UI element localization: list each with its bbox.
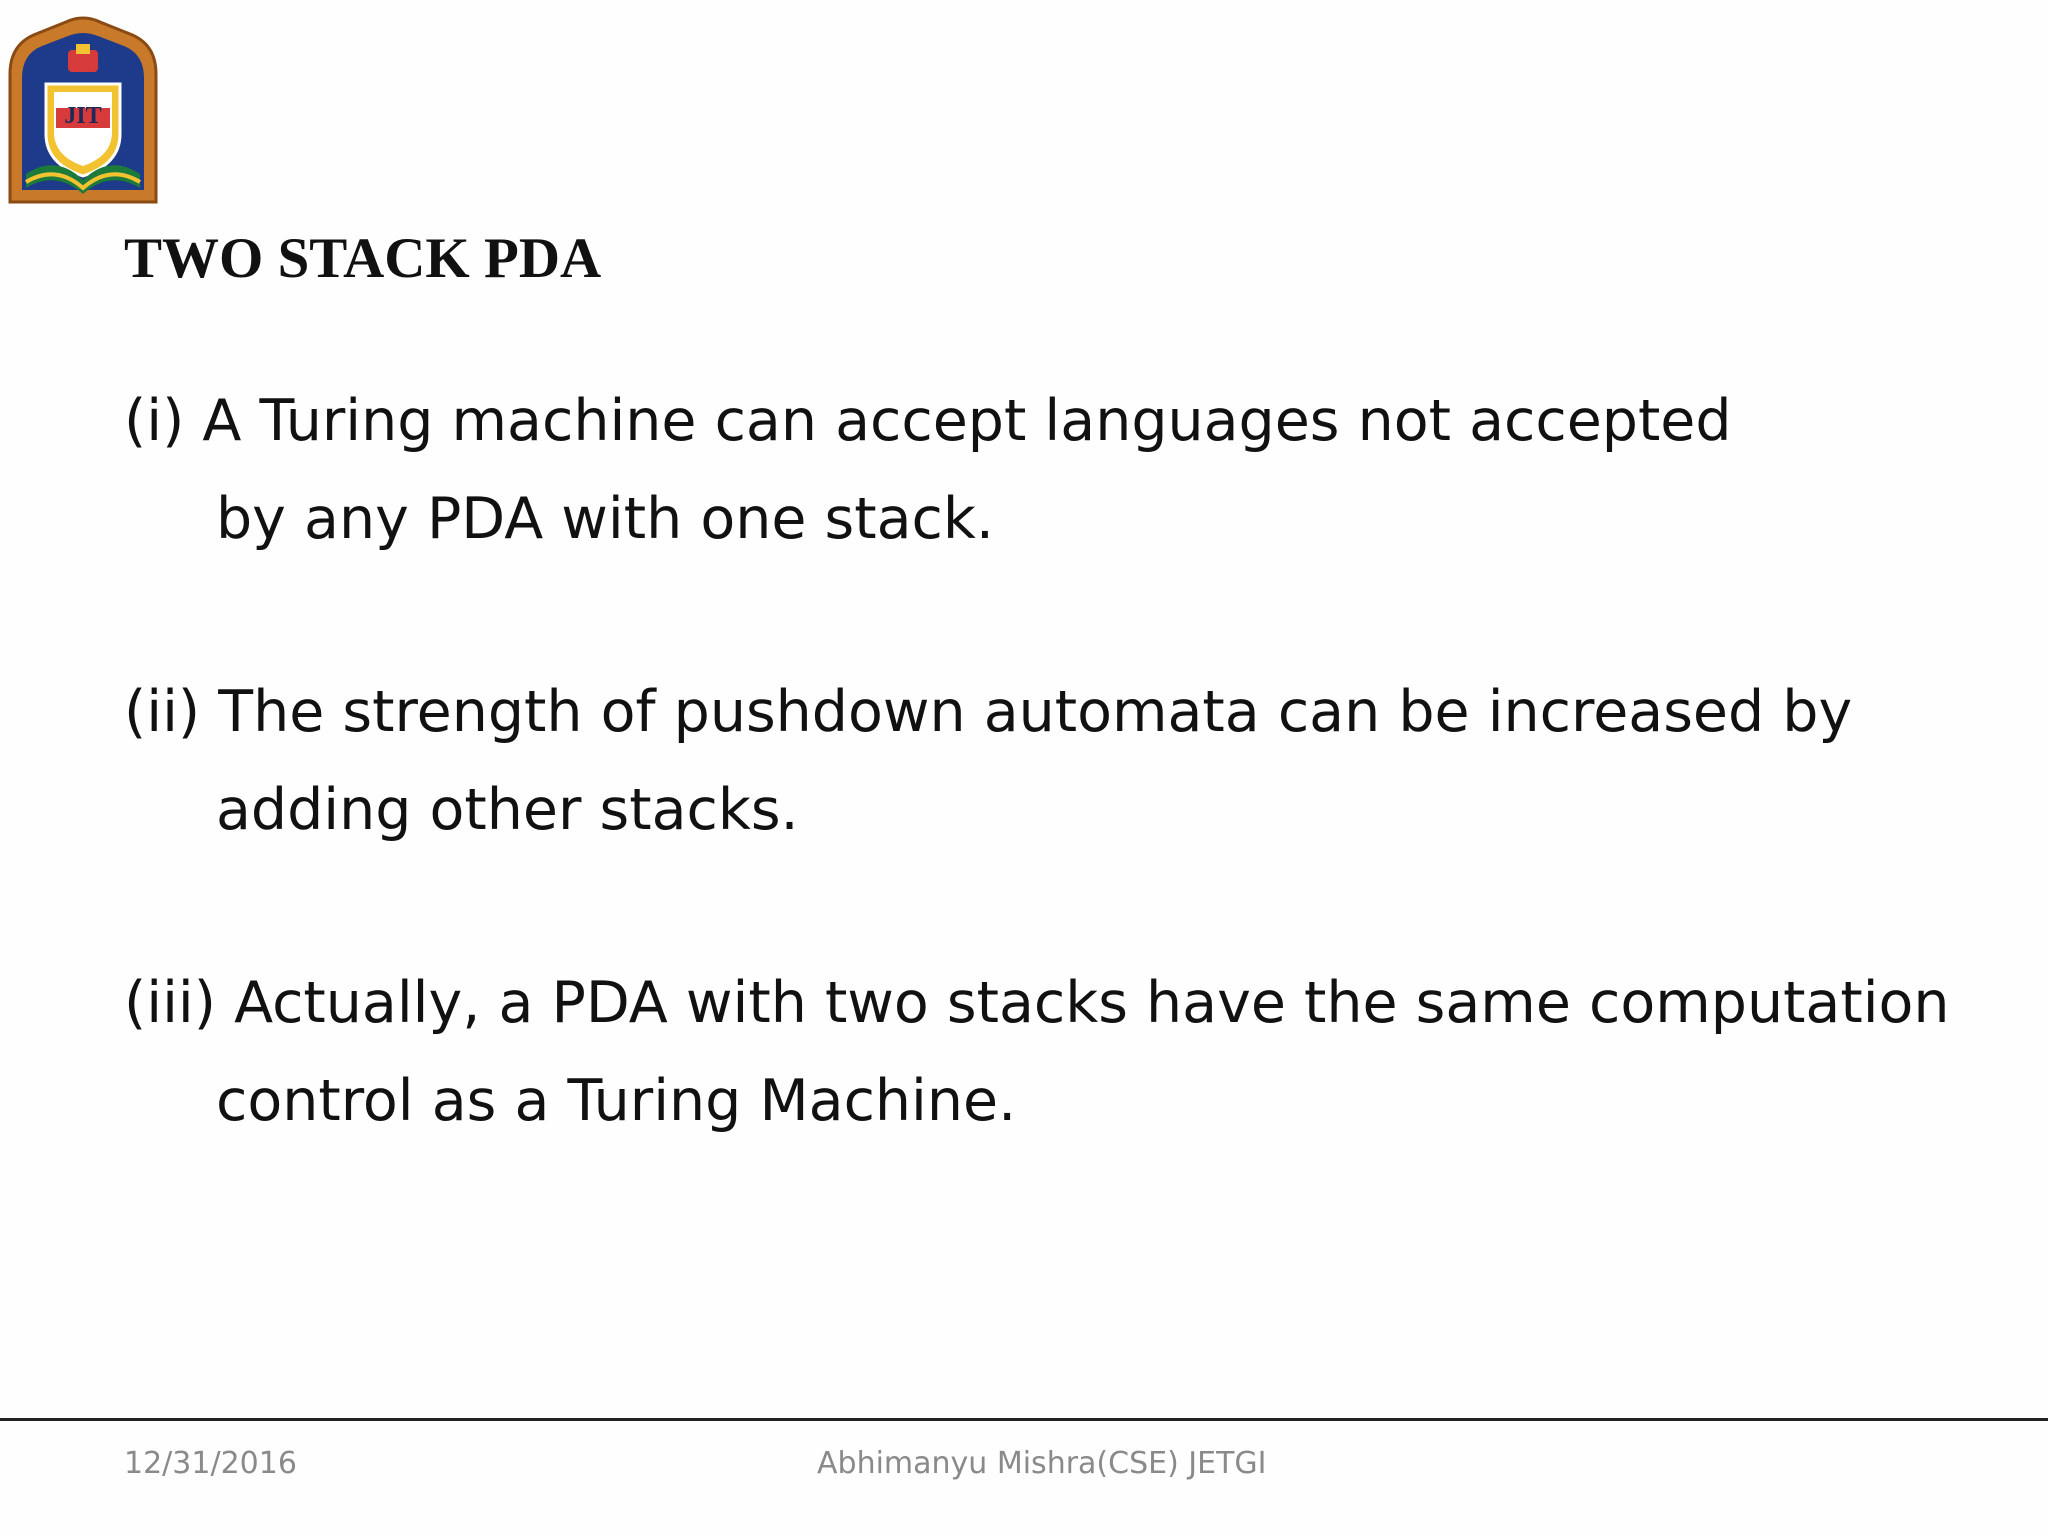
- point-line-first: (ii) The strength of pushdown automata can be increased by: [124, 679, 1853, 745]
- footer-divider: [0, 1418, 2048, 1421]
- logo-letters: JIT: [64, 103, 102, 129]
- list-item: [124, 663, 2004, 859]
- college-crest-logo: [6, 14, 160, 208]
- list-item: [124, 954, 2004, 1150]
- point-line-continuation: adding other stacks.: [216, 777, 799, 843]
- slide-title: TWO STACK PDA: [124, 227, 602, 290]
- point-line-continuation: control as a Turing Machine.: [216, 1068, 1017, 1134]
- footer-author: Abhimanyu Mishra(CSE) JETGI: [817, 1446, 1267, 1481]
- footer-date: 12/31/2016: [124, 1446, 297, 1481]
- point-line-first: (iii) Actually, a PDA with two stacks have the same computation: [124, 970, 1950, 1036]
- point-line-first: (i) A Turing machine can accept languages not accepted: [124, 388, 1732, 454]
- list-item: [124, 372, 2004, 568]
- point-line-continuation: by any PDA with one stack.: [216, 486, 994, 552]
- bullet-list: [124, 372, 2004, 1245]
